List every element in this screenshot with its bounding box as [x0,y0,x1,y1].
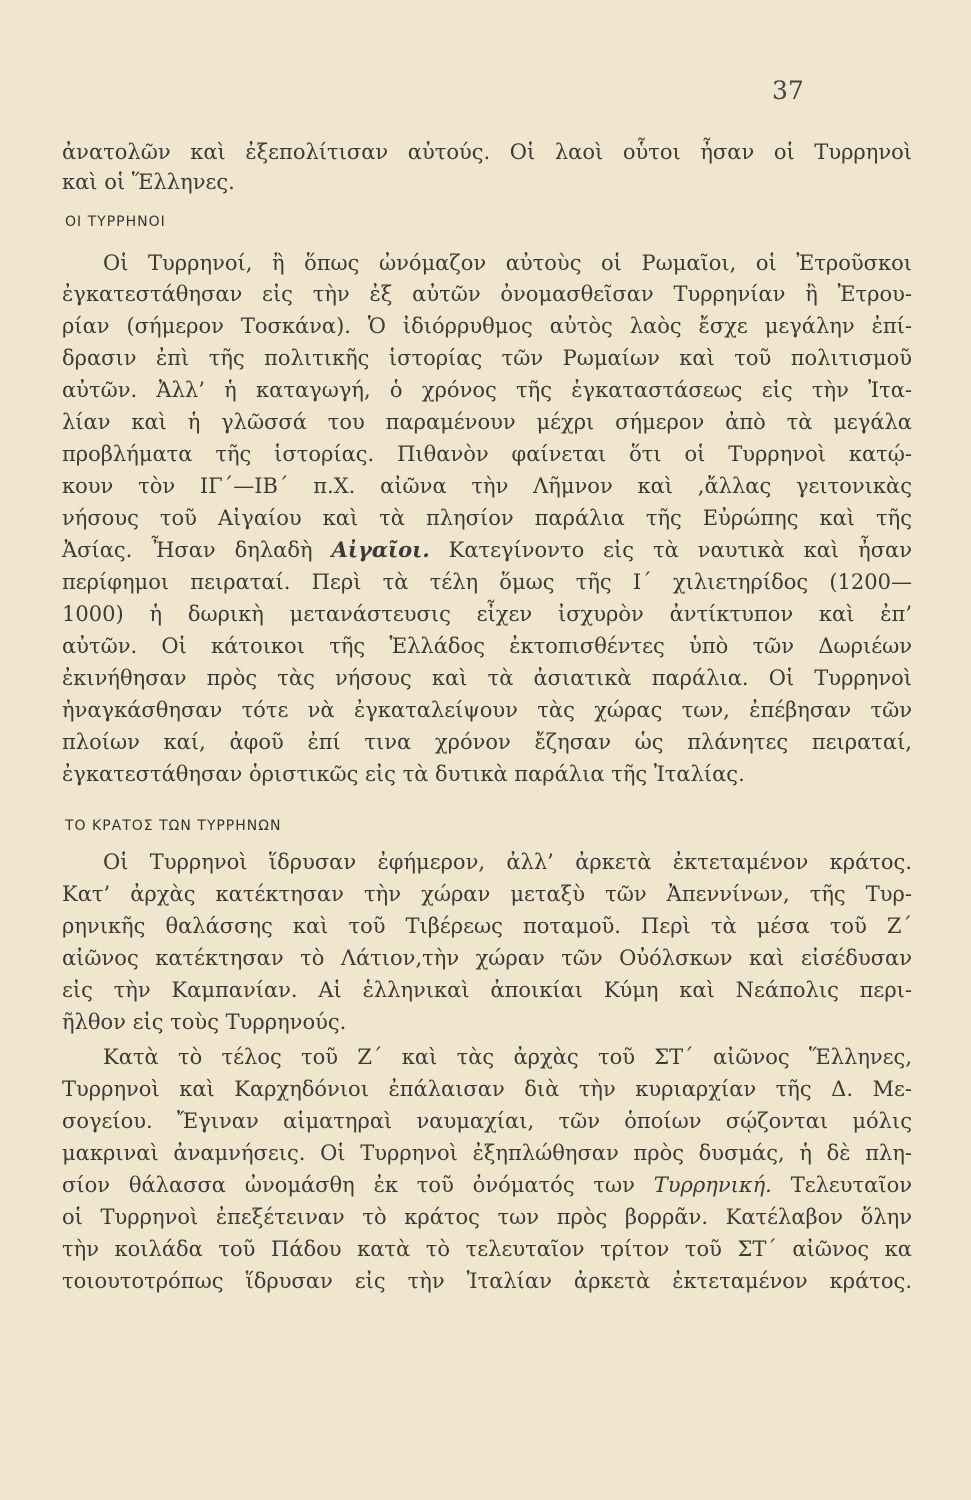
text-line: ρηνικῆς θαλάσσης καὶ τοῦ Τιβέρεως ποταμοῦ. Περὶ τὰ μέσα τοῦ Ζ΄ [62,914,912,938]
text-line [62,535,912,565]
text-span: Κατεγίνοντο εἰς τὰ ναυτικὰ καὶ ἦσαν [448,538,912,562]
text-line: νήσους τοῦ Αἰγαίου καὶ τὰ πλησίον παράλια τῆς Εὐρώπης καὶ τῆς [62,506,912,530]
text-line: Κατ’ ἀρχὰς κατέκτησαν τὴν χώραν μεταξὺ τῶν Ἀπεννίνων, τῆς Τυρ- [62,882,912,906]
text-line: οἱ Τυρρηνοὶ ἐπεξέτειναν τὸ κράτος των πρὸς βορρᾶν. Κατέλαβον ὅλην [62,1205,912,1229]
text-line: μακριναὶ ἀναμνήσεις. Οἱ Τυρρηνοὶ ἐξηπλώθησαν πρὸς δυσμάς, ἡ δὲ πλη- [62,1141,912,1165]
text-line: ρίαν (σήμερον Τοσκάνα). Ὁ ἰδιόρρυθμος αὐτὸς λαὸς ἔσχε μεγάλην ἐπί- [62,314,912,338]
text-line: προβλήματα τῆς ἱστορίας. Πιθανὸν φαίνεται ὅτι οἱ Τυρρηνοὶ κατῴ- [62,442,912,466]
text-line: ἀνατολῶν καὶ ἐξεπολίτισαν αὐτούς. Οἱ λαοὶ οὗτοι ἦσαν οἱ Τυρρηνοὶ [62,140,912,164]
text-line: τὴν κοιλάδα τοῦ Πάδου κατὰ τὸ τελευταῖον τρίτον τοῦ ΣΤ΄ αἰῶνος κα [62,1237,912,1261]
page-number: 37 [772,76,804,105]
text-line: σογείου. Ἔγιναν αἱματηραὶ ναυμαχίαι, τῶν ὁποίων σῴζονται μόλις [62,1109,912,1133]
text-span: Ἀσίας. Ἦσαν δηλαδὴ [62,538,313,562]
text-line: αἰῶνος κατέκτησαν τὸ Λάτιον,τὴν χώραν τῶν Οὐόλσκων καὶ εἰσέδυσαν [62,946,912,970]
text-line: 1000) ἡ δωρικὴ μετανάστευσις εἶχεν ἰσχυρὸν ἀντίκτυπον καὶ ἐπ’ [62,602,912,626]
text-line [62,1170,912,1200]
text-line: δρασιν ἐπὶ τῆς πολιτικῆς ἱστορίας τῶν Ρωμαίων καὶ τοῦ πολιτισμοῦ [62,346,912,370]
text-line: Οἱ Τυρρηνοὶ ἵδρυσαν ἐφήμερον, ἀλλ’ ἀρκετὰ ἐκτεταμένον κράτος. [103,850,912,874]
text-line: κουν τὸν ΙΓ΄—ΙΒ΄ π.Χ. αἰῶνα τὴν Λῆμνον καὶ ,ἄλλας γειτονικὰς [62,474,912,498]
emphasis-tyrrhenike: Τυρρηνική. [653,1173,772,1197]
text-span: σίον θάλασσα ὠνομάσθη ἐκ τοῦ ὀνόματός των [62,1173,635,1197]
text-line: τοιουτοτρόπως ἵδρυσαν εἰς τὴν Ἰταλίαν ἀρκετὰ ἐκτεταμένον κράτος. [62,1269,912,1293]
text-line: αὐτῶν. Ἀλλ’ ἡ καταγωγή, ὁ χρόνος τῆς ἐγκαταστάσεως εἰς τὴν Ἰτα- [62,378,912,402]
text-line: ἐγκατεστάθησαν εἰς τὴν ἐξ αὐτῶν ὀνομασθεῖσαν Τυρρηνίαν ἢ Ἐτρου- [62,282,912,306]
emphasis-aigaioi: Αἰγαῖοι. [331,537,430,562]
section-heading: ΟΙ ΤΥΡΡΗΝΟΙ [65,214,166,230]
text-line: αὐτῶν. Οἱ κάτοικοι τῆς Ἑλλάδος ἐκτοπισθέντες ὑπὸ τῶν Δωριέων [62,634,912,658]
text-line: Κατὰ τὸ τέλος τοῦ Ζ΄ καὶ τὰς ἀρχὰς τοῦ ΣΤ΄ αἰῶνος Ἕλληνες, [103,1045,912,1069]
text-line: ἐγκατεστάθησαν ὁριστικῶς εἰς τὰ δυτικὰ παράλια τῆς Ἰταλίας. [62,762,745,786]
text-line: εἰς τὴν Καμπανίαν. Αἱ ἑλληνικαὶ ἀποικίαι Κύμη καὶ Νεάπολις περι- [62,978,912,1002]
text-line: Οἱ Τυρρηνοί, ἢ ὅπως ὠνόμαζον αὐτοὺς οἱ Ρωμαῖοι, οἱ Ἐτροῦσκοι [103,251,912,275]
text-line: καὶ οἱ Ἕλληνες. [62,170,235,194]
text-span: Τελευταῖον [790,1173,912,1197]
text-line: περίφημοι πειραταί. Περὶ τὰ τέλη ὅμως τῆς Ι΄ χιλιετηρίδος (1200— [62,570,912,594]
text-line: πλοίων καί, ἀφοῦ ἐπί τινα χρόνον ἔζησαν ὡς πλάνητες πειραταί, [62,730,912,754]
section-heading: ΤΟ ΚΡΑΤΟΣ ΤΩΝ ΤΥΡΡΗΝΩΝ [65,818,282,834]
text-line: Τυρρηνοὶ καὶ Καρχηδόνιοι ἐπάλαισαν διὰ τὴν κυριαρχίαν τῆς Δ. Με- [62,1077,912,1101]
text-line: λίαν καὶ ἡ γλῶσσά του παραμένουν μέχρι σήμερον ἀπὸ τὰ μεγάλα [62,410,912,434]
text-line: ἠναγκάσθησαν τότε νὰ ἐγκαταλείψουν τὰς χώρας των, ἐπέβησαν τῶν [62,698,912,722]
text-line: ῆλθον εἰς τοὺς Τυρρηνούς. [62,1010,347,1034]
text-line: ἐκινήθησαν πρὸς τὰς νήσους καὶ τὰ ἀσιατικὰ παράλια. Οἱ Τυρρηνοὶ [62,666,912,690]
